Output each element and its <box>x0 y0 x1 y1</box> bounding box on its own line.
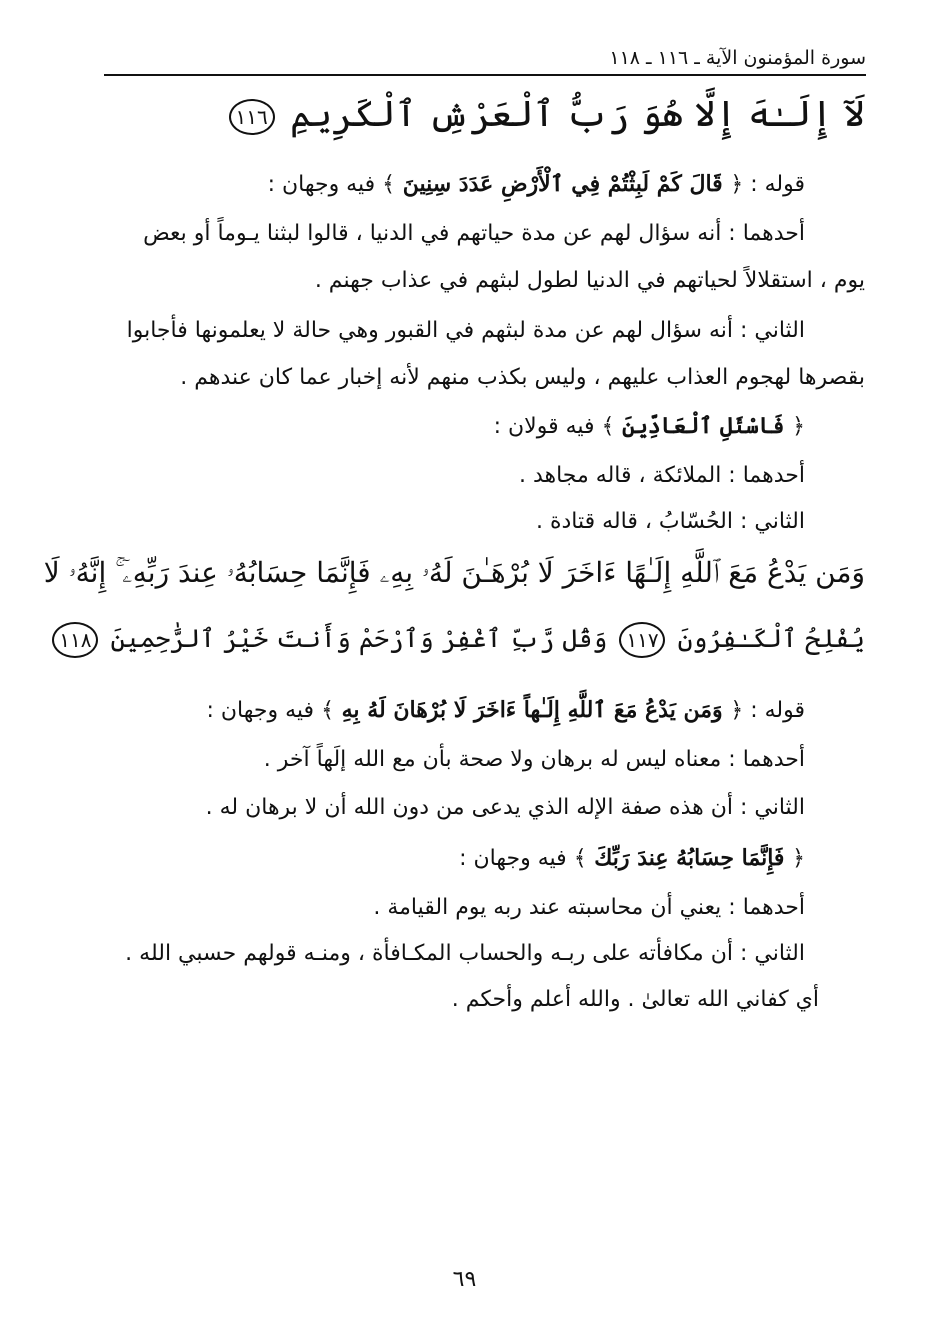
ayah-117-end: يُفْلِحُ ٱلْكَـٰفِرُونَ <box>677 624 865 654</box>
ayah-116 <box>225 90 865 140</box>
text-prefix: ﴿ <box>792 414 805 439</box>
commentary-line: أحدهما : أنه سؤال لهم عن مدة حياتهم في الدنيا ، قالوا لبثنا يـوماً أو بعض <box>143 221 805 246</box>
commentary-line: الثاني : أن مكافأته على ربـه والحساب المكـافأة ، ومنـه قولهم حسبي الله . <box>125 941 805 966</box>
ayah-118-text: وَقُل رَّبِّ ٱغْفِرْ وَٱرْحَمْ وَأَنتَ خَيْرُ ٱلرَّٰحِمِينَ <box>110 624 608 654</box>
commentary-line <box>459 842 805 875</box>
ayah-number-117: ١١٧ <box>619 622 665 658</box>
ayah-number-116: ١١٦ <box>229 99 275 135</box>
quran-quote: وَمَن يَدْعُ مَعَ ٱللَّهِ إِلَـٰهاً ءَاخَرَ لَا بُرْهَانَ لَهُ بِهِ <box>333 697 731 723</box>
text-suffix: ﴾ فيه وجهان : <box>459 846 587 871</box>
commentary-line: الثاني : أن هذه صفة الإله الذي يدعى من دون الله أن لا برهان له . <box>205 795 805 820</box>
text-suffix: ﴾ فيه قولان : <box>493 414 615 439</box>
commentary-line: بقصرها لهجوم العذاب عليهم ، وليس بكذب منهم لأنه إخبار عما كان عندهم . <box>180 365 865 390</box>
quran-quote: قَالَ كَمْ لَبِثْتُمْ فِي ٱلْأَرْضِ عَدَدَ سِنِينَ <box>395 171 731 197</box>
header-rule <box>104 74 866 76</box>
commentary-line <box>268 168 805 201</box>
text-suffix: ﴾ فيه وجهان : <box>267 172 396 197</box>
ayah-116-text: لَآ إِلَـٰهَ إِلَّا هُوَ رَبُّ ٱلْعَرْشِ ٱلْكَرِيمِ <box>290 94 865 135</box>
commentary-line: أحدهما : الملائكة ، قاله مجاهد . <box>518 463 805 488</box>
quran-quote: فَإِنَّمَا حِسَابُهُ عِندَ رَبِّكَ <box>586 845 793 871</box>
commentary-line: يوم ، استقلالاً لحياتهم في الدنيا لطول لبثهم في عذاب جهنم . <box>314 268 865 293</box>
commentary-line: أحدهما : معناه ليس له برهان ولا صحة بأن مع الله إلَهاً آخر . <box>263 747 805 772</box>
commentary-line <box>207 694 806 727</box>
ayah-117-line-1: وَمَن يَدْعُ مَعَ ٱللَّهِ إِلَـٰهًا ءَاخَرَ لَا بُرْهَـٰنَ لَهُۥ بِهِۦ فَإِنَّمَا حِسَابُهُۥ عِندَ رَبِّهِۦٓ ۚ إِنَّهُۥ لَا <box>43 556 865 589</box>
text-suffix: ﴾ فيه وجهان : <box>206 698 334 723</box>
page-number: ٦٩ <box>452 1267 477 1292</box>
text-prefix: ﴿ <box>792 846 805 871</box>
ayah-number-118: ١١٨ <box>52 622 98 658</box>
text-prefix: قوله : ﴿ <box>730 698 805 723</box>
commentary-line: أحدهما : يعني أن محاسبته عند ربه يوم القيامة . <box>373 895 805 920</box>
running-header: سورة المؤمنون الآية ـ ١١٦ ـ ١١٨ <box>609 47 866 69</box>
ayah-117-118-line-2 <box>48 614 865 664</box>
commentary-line: أي كفاني الله تعالىٰ . والله أعلم وأحكم . <box>451 987 819 1012</box>
commentary-line <box>494 410 805 443</box>
text-prefix: قوله : ﴿ <box>730 172 805 197</box>
commentary-line: الثاني : أنه سؤال لهم عن مدة لبثهم في القبور وهي حالة لا يعلمونها فأجابوا <box>126 318 805 343</box>
quran-quote: فَاسْئَلِ ٱلْعَادِّينَ <box>614 413 793 439</box>
commentary-line: الثاني : الحُسّابُ ، قاله قتادة . <box>535 509 805 534</box>
